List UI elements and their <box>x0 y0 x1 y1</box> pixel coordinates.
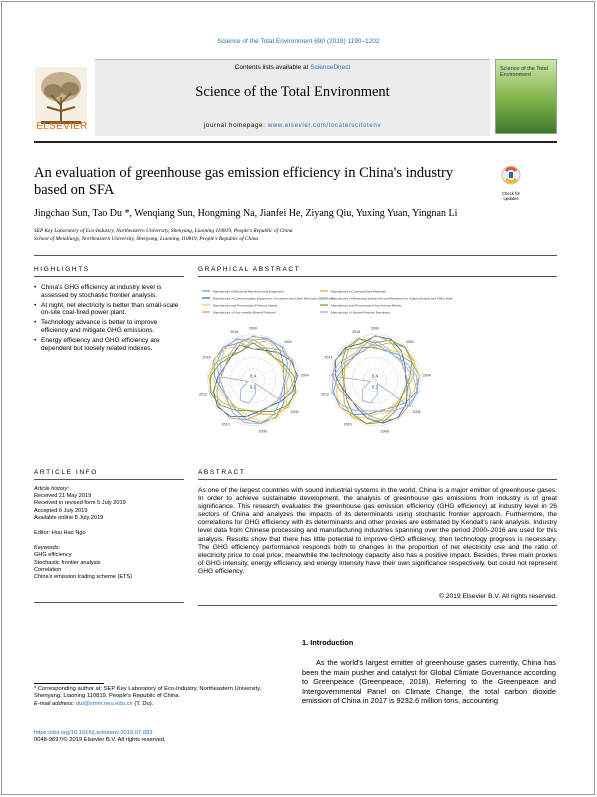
radar-year-label: 2008 <box>380 429 389 434</box>
radar-year-label: 2006 <box>290 409 299 414</box>
radar-year-label: 2014 <box>202 355 211 360</box>
radar-year-label: 2010 <box>221 422 230 427</box>
article-info <box>34 486 184 581</box>
email-link[interactable]: dut@smm.neu.edu.cn <box>75 700 133 707</box>
highlights-rule <box>34 276 184 277</box>
legend-entry: Manufacture of Communication Equipment, Computers and Other Electronic Equipment <box>213 296 334 301</box>
issn-line: 0048-9697/© 2019 Elsevier B.V. All rights reserved. <box>34 737 166 744</box>
radar-year-label: 2014 <box>324 355 333 360</box>
highlight-item: • China's GHG efficiency at industry level is assessed by stochastic frontier analysis. <box>34 284 184 300</box>
header-rule <box>34 141 557 143</box>
radar-year-label: 2000 <box>371 326 379 331</box>
keywords-label: Keywords: <box>34 545 61 552</box>
homepage-line <box>95 122 490 129</box>
elsevier-wordmark: ELSEVIER <box>36 121 88 132</box>
radar-year-label: 2012 <box>321 392 329 397</box>
email-suffix: (T. Du). <box>132 700 154 707</box>
graphical-abstract-heading: GRAPHICAL ABSTRACT <box>198 266 301 273</box>
introduction-heading: 1. Introduction <box>302 638 354 647</box>
journal-title: Science of the Total Environment <box>195 84 390 100</box>
introduction-text: As the world's largest emitter of greenhouse gases currently, China has been the main pusher and catalyst for Global Climate Governance according to Greenpeace (Greenpeace, 2018). Referring to the Greenpeace and Intergovernmental Panel on Climate Change, the total carbon dioxide emission of China in 2017 is 9232.6 million tons, accounting <box>302 658 556 706</box>
keyword: China's emission trading scheme (ETS) <box>34 574 133 581</box>
radar-year-label: 2002 <box>284 340 292 345</box>
homepage-link[interactable]: www.elsevier.com/locate/scitotenv <box>267 122 382 129</box>
title-rule <box>34 255 557 256</box>
email-label: E-mail address: <box>34 700 76 707</box>
radar-radial-label: 0.2 <box>249 384 257 390</box>
doi-link[interactable]: https://doi.org/10.1016/j.scitotenv.2019.07.093 <box>34 730 153 736</box>
highlights-heading: HIGHLIGHTS <box>34 266 90 273</box>
abstract-text: As one of the largest countries with sound industrial systems in the world, China is a major emitter of greenhouse gases. In order to achieve sustainable development, the analysis of greenhouse gas emissions from industry is of great significance. This research evaluates the greenhouse gas emission efficiency (GHG efficiency) at industry level in 26 sectors of China and analyzes the impacts of its determinants using stochastic frontier approach. Furthermore, the correlations for GHG efficiency with its determinants and other proxies are estimated by Kendall's rank analysis. Industry level data from Chinese processing and manufacturing industries spanning over the period 2000–2016 are used for this analysis. Results show that there has little potential to improve GHG efficiency, then technology progress is necessary. The GHG efficiency performance responds both to changes in the proportion of net electricity use and the ratio of electricity price to coal price; meanwhile the technology capacity also has a positive impact. Besides, three main proxies of GHG intensity, energy efficiency and energy intensity have their own significance respectively, but could not represent GHG efficiency. <box>198 487 557 575</box>
cover-title: Science of the Total Environment <box>500 66 548 78</box>
check-updates-label: Check for updates <box>502 191 520 201</box>
highlight-item: • Technology advance is better to improve efficiency and mitigate GHG emissions. <box>34 319 184 335</box>
abstract-rule <box>198 479 557 480</box>
paper-title: An evaluation of greenhouse gas emission efficiency in China's industry based on SFA <box>34 165 454 198</box>
author-list[interactable]: Jingchao Sun, Tao Du *, Wenqiang Sun, Hongming Na, Jianfei He, Ziyang Qiu, Yuxing Yuan, Yingnan Li <box>34 208 458 219</box>
homepage-prefix: journal homepage: <box>203 122 268 129</box>
history-accepted: Accepted 6 July 2019 <box>34 507 88 514</box>
legend-entry: Manufacture of Electrical Machinery and Equipment <box>213 289 284 294</box>
highlights-list <box>34 284 184 354</box>
keyword: GHG efficiency <box>34 552 72 559</box>
affiliation-a: SEP Key Laboratory of Eco-Industry, Northeastern University, Shenyang, Liaoning 110819, People's Republic of China <box>34 228 293 234</box>
radar-year-label: 2010 <box>343 422 352 427</box>
affiliation-b: School of Metallurgy, Northeastern University, Shenyang, Liaoning 110819, People's Republic of China <box>34 236 259 242</box>
highlight-item: • At night, net electricity is better than small-scale on-site coal-fired power plant. <box>34 302 184 318</box>
article-info-bottom-rule <box>34 602 184 603</box>
contents-prefix: Contents lists available at <box>234 64 311 71</box>
check-for-updates-button[interactable] <box>497 165 525 201</box>
footnote-rule <box>34 683 104 684</box>
history-online: Available online 8 July 2019 <box>34 514 104 521</box>
radar-year-label: 2000 <box>249 326 257 331</box>
radar-year-label: 2008 <box>258 429 267 434</box>
abstract-heading: ABSTRACT <box>198 469 246 476</box>
corresponding-note: * Corresponding author at: SEP Key Laboratory of Eco-Industry, Northeastern University, Shenyang, Liaoning 110819, People's Republic of China. <box>34 686 262 700</box>
legend-entry: Manufacture and Processing of Non-ferrous Metals <box>331 303 401 308</box>
radar-radial-label: 0.4 <box>371 373 379 379</box>
keyword: Stochastic frontier analysis <box>34 559 101 566</box>
graphical-abstract-figure <box>198 283 557 445</box>
radar-radial-label: 0.2 <box>371 384 379 390</box>
radar-year-label: 2016 <box>352 330 361 334</box>
graphical-abstract-rule <box>198 276 557 277</box>
sciencedirect-link[interactable]: ScienceDirect <box>310 64 351 71</box>
radar-year-label: 2004 <box>422 373 431 378</box>
editor: Editor: Huu Hao Ngo <box>34 530 86 537</box>
history-label: Article history: <box>34 486 70 492</box>
radar-year-label: 2016 <box>230 330 239 334</box>
radar-year-label: 2012 <box>199 392 207 397</box>
check-updates-icon <box>497 165 525 187</box>
legend-entry: Manufacture of Measuring Instrument and Machinery for Cultural Activity and Office Work <box>331 296 453 301</box>
keyword: Correlation <box>34 566 62 573</box>
legend-entry: Manufacture and Processing of Ferrous Metals <box>213 303 278 308</box>
corresponding-author-footnote <box>34 686 289 708</box>
radar-year-label: 2002 <box>406 340 414 345</box>
history-revised: Received in revised form 5 July 2019 <box>34 500 126 507</box>
contents-line <box>95 64 490 71</box>
history-received: Received 21 May 2019 <box>34 493 92 500</box>
radar-year-label: 2006 <box>412 409 421 414</box>
legend-entry: Manufacture of Non-metallic Mineral Products <box>213 310 276 315</box>
radar-radial-label: 0.4 <box>249 373 257 379</box>
legend-entry: Manufacture of Chemical Raw Materials <box>331 289 386 294</box>
highlight-item: • Energy efficiency and GHG efficiency are dependent but loosely related indexes. <box>34 337 184 353</box>
radar-year-label: 2004 <box>300 373 309 378</box>
article-info-rule <box>34 479 184 480</box>
article-info-heading: ARTICLE INFO <box>34 469 98 476</box>
abstract-bottom-rule <box>198 605 557 606</box>
doi-block <box>34 730 289 745</box>
journal-reference[interactable]: Science of the Total Environment 690 (2019) 1190–1202 <box>217 38 380 45</box>
abstract-copyright: © 2019 Elsevier B.V. All rights reserved. <box>438 593 557 600</box>
legend-entry: Manufacture of Special Purpose Machinery <box>331 310 391 315</box>
